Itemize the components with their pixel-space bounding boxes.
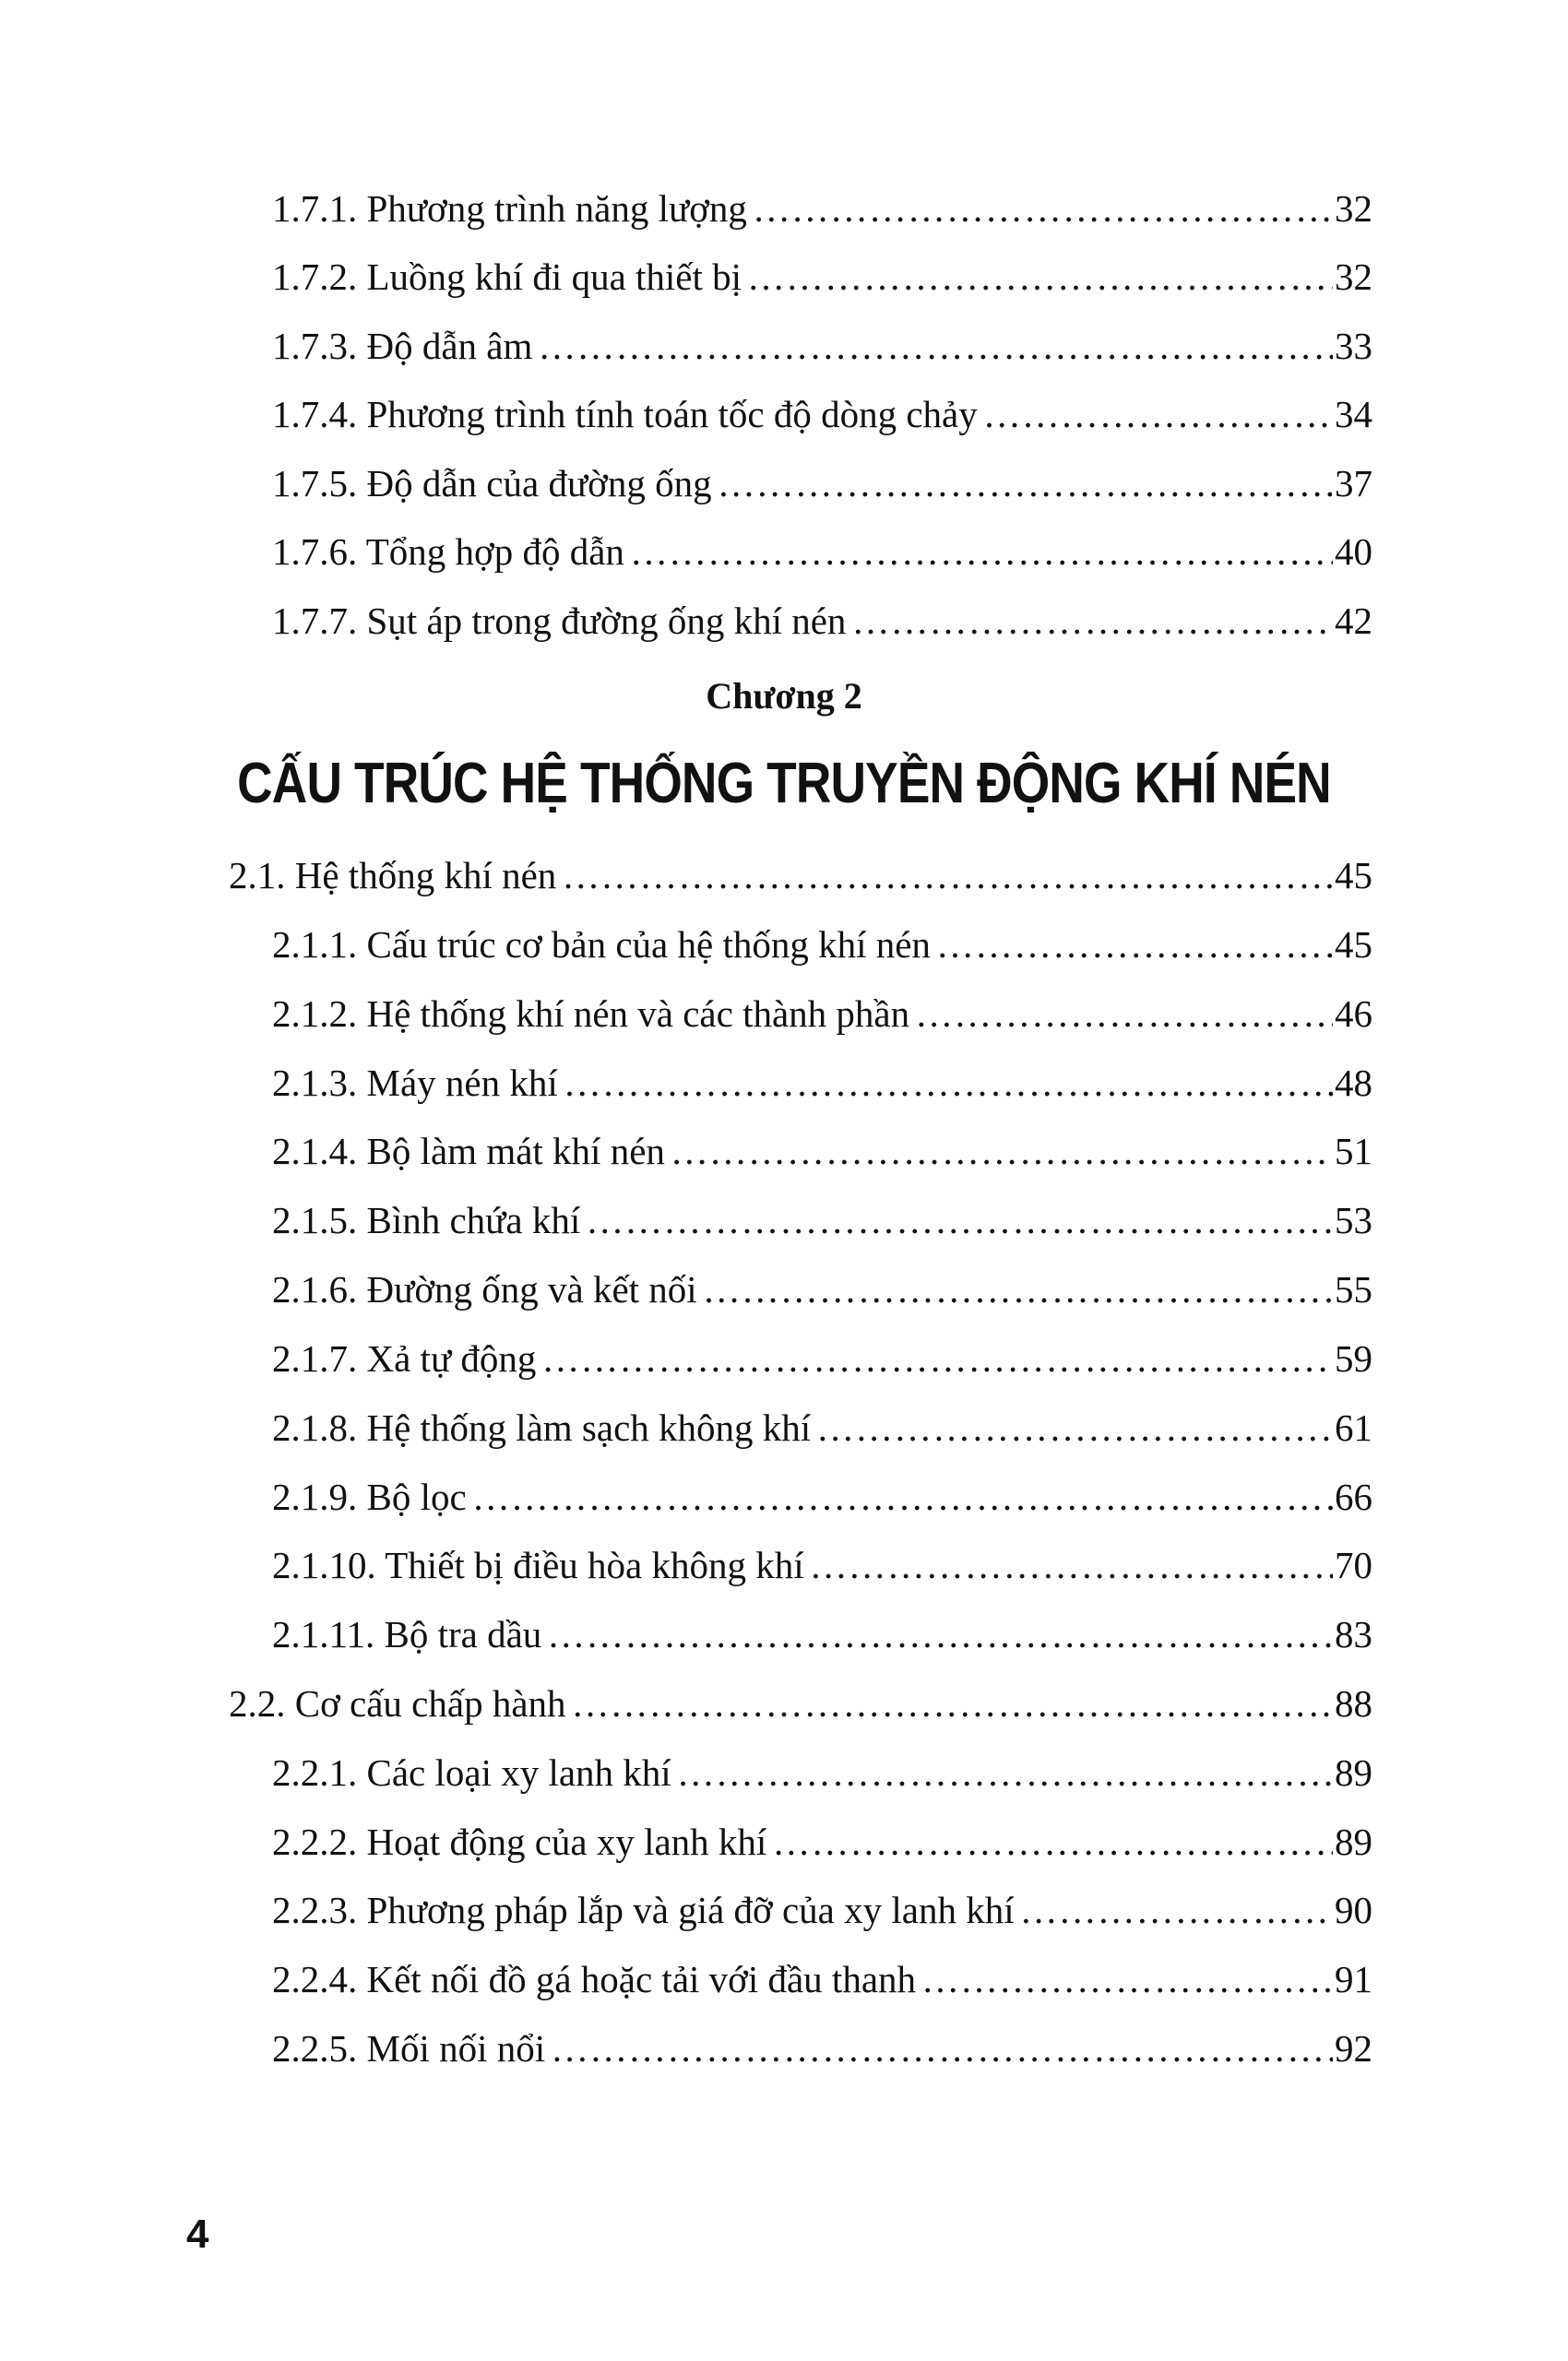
dot-leader bbox=[586, 1192, 1333, 1248]
toc-entry-page: 34 bbox=[1335, 393, 1372, 435]
chapter-label: Chương 2 bbox=[706, 675, 862, 717]
toc-entry-1-7-1[interactable] bbox=[272, 181, 1372, 236]
toc-entry-2-1-3[interactable] bbox=[272, 1055, 1372, 1110]
toc-entry-title: 2.1.9. Bộ lọc bbox=[272, 1476, 467, 1518]
dot-leader bbox=[983, 386, 1333, 442]
toc-entry-page: 59 bbox=[1335, 1337, 1372, 1380]
toc-entry-page: 70 bbox=[1335, 1544, 1372, 1586]
toc-entry-title: 2.1.6. Đường ống và kết nối bbox=[272, 1268, 697, 1311]
toc-entry-2-2-2[interactable] bbox=[272, 1814, 1372, 1869]
toc-entry-page: 92 bbox=[1335, 2027, 1372, 2070]
dot-leader bbox=[921, 1952, 1333, 2007]
dot-leader bbox=[671, 1123, 1333, 1179]
toc-entry-page: 45 bbox=[1335, 923, 1372, 966]
toc-entry-1-7-2[interactable] bbox=[272, 249, 1372, 304]
toc-entry-page: 89 bbox=[1335, 1751, 1372, 1794]
page-number: 4 bbox=[186, 2212, 209, 2257]
toc-entry-title: 2.1.2. Hệ thống khí nén và các thành phần bbox=[272, 992, 910, 1035]
toc-entry-2-1[interactable] bbox=[229, 848, 1372, 903]
toc-entry-1-7-3[interactable] bbox=[272, 318, 1372, 374]
toc-entry-page: 37 bbox=[1335, 462, 1372, 504]
toc-entry-2-2[interactable] bbox=[229, 1676, 1372, 1731]
dot-leader bbox=[753, 181, 1333, 236]
dot-leader bbox=[816, 1400, 1333, 1455]
toc-entry-title: 2.1.10. Thiết bị điều hòa không khí bbox=[272, 1544, 804, 1586]
toc-entry-2-1-5[interactable] bbox=[272, 1192, 1372, 1248]
dot-leader bbox=[630, 524, 1333, 579]
toc-entry-2-1-11[interactable] bbox=[272, 1607, 1372, 1662]
toc-entry-page: 53 bbox=[1335, 1199, 1372, 1241]
toc-entry-1-7-7[interactable] bbox=[272, 593, 1372, 648]
toc-entry-2-2-4[interactable] bbox=[272, 1952, 1372, 2007]
toc-entry-title: 2.2.1. Các loại xy lanh khí bbox=[272, 1751, 671, 1794]
toc-entry-2-1-4[interactable] bbox=[272, 1123, 1372, 1179]
toc-entry-2-1-10[interactable] bbox=[272, 1537, 1372, 1593]
toc-entry-page: 83 bbox=[1335, 1613, 1372, 1655]
toc-entry-title: 1.7.1. Phương trình năng lượng bbox=[272, 187, 747, 230]
toc-entry-page: 66 bbox=[1335, 1476, 1372, 1518]
dot-leader bbox=[851, 593, 1333, 648]
toc-entry-2-1-8[interactable] bbox=[272, 1400, 1372, 1455]
toc-entry-page: 42 bbox=[1335, 599, 1372, 642]
toc-entry-1-7-6[interactable] bbox=[272, 524, 1372, 579]
toc-entry-title: 2.2.3. Phương pháp lắp và giá đỡ của xy lanh khí bbox=[272, 1889, 1015, 1931]
toc-entry-title: 2.1.11. Bộ tra dầu bbox=[272, 1613, 542, 1655]
toc-entry-page: 32 bbox=[1335, 187, 1372, 230]
toc-entry-title: 2.1.3. Máy nén khí bbox=[272, 1062, 558, 1104]
toc-entry-title: 2.1.4. Bộ làm mát khí nén bbox=[272, 1130, 665, 1172]
toc-entry-title: 2.1.7. Xả tự động bbox=[272, 1337, 537, 1380]
dot-leader bbox=[747, 249, 1333, 304]
toc-entry-1-7-4[interactable] bbox=[272, 386, 1372, 442]
toc-entry-2-2-1[interactable] bbox=[272, 1745, 1372, 1800]
toc-entry-2-1-2[interactable] bbox=[272, 986, 1372, 1041]
dot-leader bbox=[677, 1745, 1333, 1800]
toc-entry-page: 89 bbox=[1335, 1821, 1372, 1863]
toc-entry-title: 2.1.1. Cấu trúc cơ bản của hệ thống khí nén bbox=[272, 923, 931, 966]
toc-entry-page: 33 bbox=[1335, 325, 1372, 367]
dot-leader bbox=[936, 917, 1333, 972]
toc-entry-2-1-1[interactable] bbox=[272, 917, 1372, 972]
toc-entry-page: 61 bbox=[1335, 1406, 1372, 1449]
dot-leader bbox=[547, 1607, 1333, 1662]
toc-entry-title: 1.7.6. Tổng hợp độ dẫn bbox=[272, 530, 624, 573]
toc-entry-2-1-9[interactable] bbox=[272, 1469, 1372, 1525]
toc-entry-title: 2.1. Hệ thống khí nén bbox=[229, 854, 557, 896]
dot-leader bbox=[564, 1055, 1333, 1110]
dot-leader bbox=[1020, 1882, 1333, 1938]
toc-entry-title: 2.1.5. Bình chứa khí bbox=[272, 1199, 581, 1241]
toc-entry-title: 1.7.2. Luồng khí đi qua thiết bị bbox=[272, 255, 742, 298]
dot-leader bbox=[572, 1676, 1333, 1731]
dot-leader bbox=[772, 1814, 1333, 1869]
toc-entry-page: 48 bbox=[1335, 1062, 1372, 1104]
toc-entry-title: 2.2.4. Kết nối đồ gá hoặc tải với đầu thanh bbox=[272, 1958, 917, 2000]
chapter-title: CẤU TRÚC HỆ THỐNG TRUYỀN ĐỘNG KHÍ NÉN bbox=[237, 752, 1331, 815]
toc-entry-title: 1.7.3. Độ dẫn âm bbox=[272, 325, 533, 367]
toc-entry-page: 51 bbox=[1335, 1130, 1372, 1172]
toc-entry-title: 2.1.8. Hệ thống làm sạch không khí bbox=[272, 1406, 812, 1449]
toc-entry-2-2-3[interactable] bbox=[272, 1882, 1372, 1938]
toc-entry-page: 90 bbox=[1335, 1889, 1372, 1931]
toc-entry-title: 1.7.5. Độ dẫn của đường ống bbox=[272, 462, 712, 504]
toc-entry-title: 2.2.2. Hoạt động của xy lanh khí bbox=[272, 1821, 767, 1863]
toc-entry-title: 2.2.5. Mối nối nổi bbox=[272, 2027, 546, 2070]
dot-leader bbox=[703, 1262, 1333, 1317]
dot-leader bbox=[810, 1537, 1333, 1593]
dot-leader bbox=[551, 2021, 1333, 2076]
toc-entry-page: 55 bbox=[1335, 1268, 1372, 1311]
toc-entry-page: 32 bbox=[1335, 255, 1372, 298]
toc-entry-2-2-5[interactable] bbox=[272, 2021, 1372, 2076]
dot-leader bbox=[718, 456, 1333, 511]
toc-entry-page: 40 bbox=[1335, 530, 1372, 573]
toc-entry-page: 91 bbox=[1335, 1958, 1372, 2000]
toc-entry-page: 45 bbox=[1335, 854, 1372, 896]
toc-entry-page: 46 bbox=[1335, 992, 1372, 1035]
toc-entry-2-1-7[interactable] bbox=[272, 1331, 1372, 1386]
dot-leader bbox=[562, 848, 1333, 903]
toc-entry-title: 2.2. Cơ cấu chấp hành bbox=[229, 1682, 566, 1725]
dot-leader bbox=[472, 1469, 1333, 1525]
toc-entry-title: 1.7.7. Sụt áp trong đường ống khí nén bbox=[272, 599, 847, 642]
toc-entry-2-1-6[interactable] bbox=[272, 1262, 1372, 1317]
toc-entry-title: 1.7.4. Phương trình tính toán tốc độ dòng chảy bbox=[272, 393, 978, 435]
dot-leader bbox=[541, 1331, 1333, 1386]
toc-entry-1-7-5[interactable] bbox=[272, 456, 1372, 511]
toc-entry-page: 88 bbox=[1335, 1682, 1372, 1725]
dot-leader bbox=[915, 986, 1333, 1041]
dot-leader bbox=[538, 318, 1333, 374]
